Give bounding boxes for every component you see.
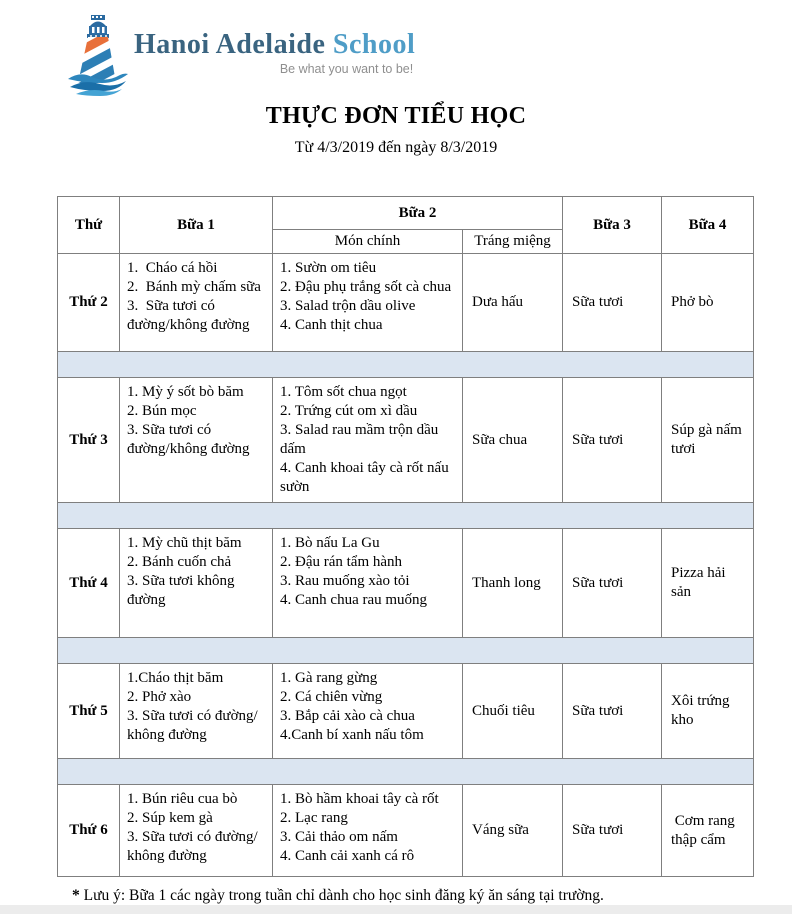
- dessert-cell: Sữa chua: [463, 378, 563, 503]
- dessert-cell: Váng sữa: [463, 785, 563, 877]
- header-day: Thứ: [58, 197, 120, 254]
- menu-item: 3. Cải thảo om nấm: [280, 829, 398, 845]
- footer-note-text: Lưu ý: Bữa 1 các ngày trong tuần chỉ dành cho học sinh đăng ký ăn sáng tại trường.: [79, 887, 604, 904]
- separator-row: [58, 638, 754, 664]
- menu-item: 1. Bò nấu La Gu: [280, 535, 380, 551]
- menu-item: 3. Sữa tươi có đường/ không đường: [127, 708, 262, 743]
- separator-band: [58, 638, 754, 664]
- lighthouse-icon: [66, 13, 130, 97]
- menu-item: 2. Lạc rang: [280, 810, 348, 826]
- meal3-cell: Sữa tươi: [563, 785, 662, 877]
- separator-row: [58, 503, 754, 529]
- menu-item: 2. Bún mọc: [127, 403, 197, 419]
- main-cell: [273, 785, 463, 877]
- menu-item: 3. Rau muống xào tỏi: [280, 573, 410, 589]
- meal4-cell: Cơm rang thập cẩm: [662, 785, 754, 877]
- day-cell: Thứ 3: [58, 378, 120, 503]
- meal4-cell: Súp gà nấm tươi: [662, 378, 754, 503]
- menu-row: [58, 785, 754, 877]
- menu-item: 2. Súp kem gà: [127, 810, 213, 826]
- menu-item: 1. Mỳ chũ thịt băm: [127, 535, 242, 551]
- menu-item: 2. Đậu rán tẩm hành: [280, 554, 403, 570]
- menu-row: [58, 664, 754, 759]
- separator-row: [58, 759, 754, 785]
- menu-item: 2. Bánh mỳ chấm sữa: [127, 279, 261, 295]
- menu-item: 1. Tôm sốt chua ngọt: [280, 384, 407, 400]
- date-range: Từ 4/3/2019 đến ngày 8/3/2019: [294, 139, 498, 156]
- menu-table: [57, 196, 754, 877]
- menu-item: 4. Canh thịt chua: [280, 317, 383, 333]
- header-meal2: Bữa 2: [273, 197, 563, 230]
- main-cell: [273, 378, 463, 503]
- footer-note: [72, 887, 792, 905]
- footer-note-marker: *: [72, 887, 80, 904]
- separator-row: [58, 352, 754, 378]
- meal3-cell: Sữa tươi: [563, 254, 662, 352]
- meal1-cell: [120, 529, 273, 638]
- main-cell: [273, 529, 463, 638]
- dessert-cell: Chuối tiêu: [463, 664, 563, 759]
- school-name-block: [134, 13, 415, 76]
- menu-row: [58, 529, 754, 638]
- meal1-cell: [120, 254, 273, 352]
- menu-item: 3. Salad trộn dầu olive: [280, 298, 416, 314]
- separator-band: [58, 352, 754, 378]
- menu-item: 1. Mỳ ý sốt bò băm: [127, 384, 244, 400]
- menu-item: 4. Canh chua rau muống: [280, 592, 428, 608]
- school-logo: [0, 0, 792, 90]
- header-meal4: Bữa 4: [662, 197, 754, 254]
- school-name-primary: Hanoi Adelaide: [134, 29, 326, 60]
- meal4-cell: Xôi trứng kho: [662, 664, 754, 759]
- meal3-cell: Sữa tươi: [563, 529, 662, 638]
- menu-item: 3. Sữa tươi có đường/không đường: [127, 422, 250, 457]
- menu-table-header: [58, 197, 754, 254]
- separator-band: [58, 503, 754, 529]
- menu-table-body: [58, 254, 754, 877]
- menu-item: 2. Đậu phụ trắng sốt cà chua: [280, 279, 452, 295]
- header-meal1: Bữa 1: [120, 197, 273, 254]
- meal1-cell: [120, 378, 273, 503]
- menu-item: 4.Canh bí xanh nấu tôm: [280, 727, 424, 743]
- header-main-dish: Món chính: [273, 230, 463, 254]
- meal3-cell: Sữa tươi: [563, 664, 662, 759]
- menu-item: 3. Sữa tươi có đường/không đường: [127, 298, 250, 333]
- menu-item: 3. Sữa tươi không đường: [127, 573, 239, 608]
- menu-item: 4. Canh khoai tây cà rốt nấu sườn: [280, 460, 453, 495]
- menu-item: 3. Sữa tươi có đường/ không đường: [127, 829, 262, 864]
- meal3-cell: Sữa tươi: [563, 378, 662, 503]
- menu-item: 1. Sườn om tiêu: [280, 260, 377, 276]
- main-cell: [273, 664, 463, 759]
- day-cell: Thứ 2: [58, 254, 120, 352]
- menu-item: 2. Trứng cút om xì dầu: [280, 403, 418, 419]
- dessert-cell: Thanh long: [463, 529, 563, 638]
- day-cell: Thứ 6: [58, 785, 120, 877]
- page-edge: [0, 905, 792, 914]
- meal1-cell: [120, 664, 273, 759]
- menu-item: 3. Bắp cải xào cà chua: [280, 708, 415, 724]
- main-cell: [273, 254, 463, 352]
- menu-item: 2. Phở xào: [127, 689, 192, 705]
- separator-band: [58, 759, 754, 785]
- menu-row: [58, 254, 754, 352]
- school-tagline: Be what you want to be!: [279, 62, 414, 76]
- menu-item: 2. Bánh cuốn chả: [127, 554, 232, 570]
- page-title: THỰC ĐƠN TIỂU HỌC: [265, 103, 527, 129]
- day-cell: Thứ 5: [58, 664, 120, 759]
- menu-item: 4. Canh cải xanh cá rô: [280, 848, 415, 864]
- header-meal3: Bữa 3: [563, 197, 662, 254]
- dessert-cell: Dưa hấu: [463, 254, 563, 352]
- menu-item: 1. Cháo cá hồi: [127, 260, 218, 276]
- school-name: [134, 31, 415, 59]
- menu-row: [58, 378, 754, 503]
- menu-item: 1. Bún riêu cua bò: [127, 791, 238, 807]
- day-cell: Thứ 4: [58, 529, 120, 638]
- meal4-cell: Pizza hải sản: [662, 529, 754, 638]
- school-name-secondary: School: [332, 29, 416, 60]
- menu-item: 3. Salad rau mầm trộn dầu dấm: [280, 422, 443, 457]
- meal1-cell: [120, 785, 273, 877]
- header-dessert: Tráng miệng: [463, 230, 563, 254]
- meal4-cell: Phở bò: [662, 254, 754, 352]
- menu-item: 1. Gà rang gừng: [280, 670, 378, 686]
- menu-item: 1. Bò hầm khoai tây cà rốt: [280, 791, 439, 807]
- menu-item: 2. Cá chiên vừng: [280, 689, 383, 705]
- menu-item: 1.Cháo thịt băm: [127, 670, 224, 686]
